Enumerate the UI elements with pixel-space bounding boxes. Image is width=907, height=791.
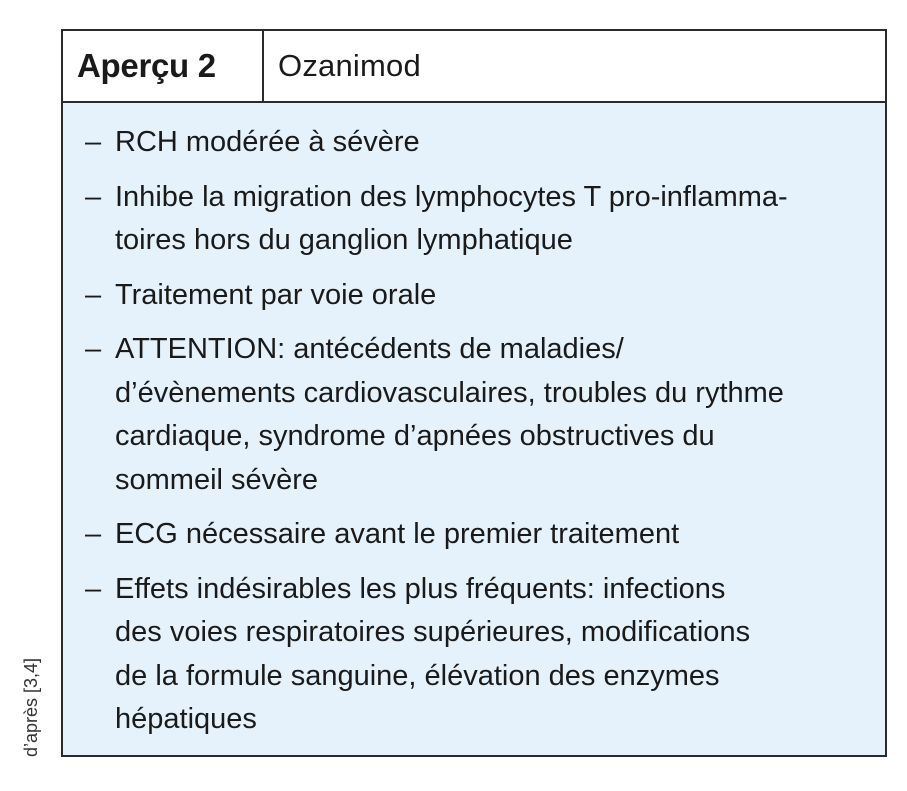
dash-bullet: – xyxy=(85,180,102,213)
item-line: hépatiques xyxy=(115,703,257,735)
dash-bullet: – xyxy=(85,333,102,365)
item-line: RCH modérée à sévère xyxy=(115,126,420,158)
dash-bullet: – xyxy=(85,572,102,605)
item-line: de la formule sanguine, élévation des enzymes xyxy=(115,659,720,692)
item-line: cardiaque, syndrome d’apnées obstructives du xyxy=(115,420,715,452)
list-item xyxy=(63,176,885,263)
item-line: sommeil sévère xyxy=(115,463,319,496)
item-line: Traitement par voie orale xyxy=(115,278,437,311)
list-item xyxy=(63,121,885,165)
list-item xyxy=(63,568,885,742)
item-line: d’évènements cardiovasculaires, troubles du rythme xyxy=(115,376,784,409)
item-line: Inhibe la migration des lymphocytes T pro-inflamma- xyxy=(115,180,788,213)
bullet-list xyxy=(63,103,885,753)
overview-label: Aperçu 2 xyxy=(63,31,264,101)
drug-title: Ozanimod xyxy=(278,48,421,83)
box-header xyxy=(63,31,885,103)
dash-bullet: – xyxy=(85,278,102,311)
source-note: d’après [3,4] xyxy=(21,657,41,757)
dash-bullet: – xyxy=(85,518,102,550)
item-line: des voies respiratoires supérieures, modifications xyxy=(115,616,751,648)
list-item xyxy=(63,328,885,502)
overview-box xyxy=(61,29,887,757)
item-line: ECG nécessaire avant le premier traitement xyxy=(115,518,680,550)
list-item xyxy=(63,274,885,318)
item-line: toires hors du ganglion lymphatique xyxy=(115,224,573,256)
item-line: ATTENTION: antécédents de maladies/ xyxy=(115,333,624,365)
dash-bullet: – xyxy=(85,126,102,158)
list-item xyxy=(63,513,885,557)
item-line: Effets indésirables les plus fréquents: infections xyxy=(115,572,726,605)
